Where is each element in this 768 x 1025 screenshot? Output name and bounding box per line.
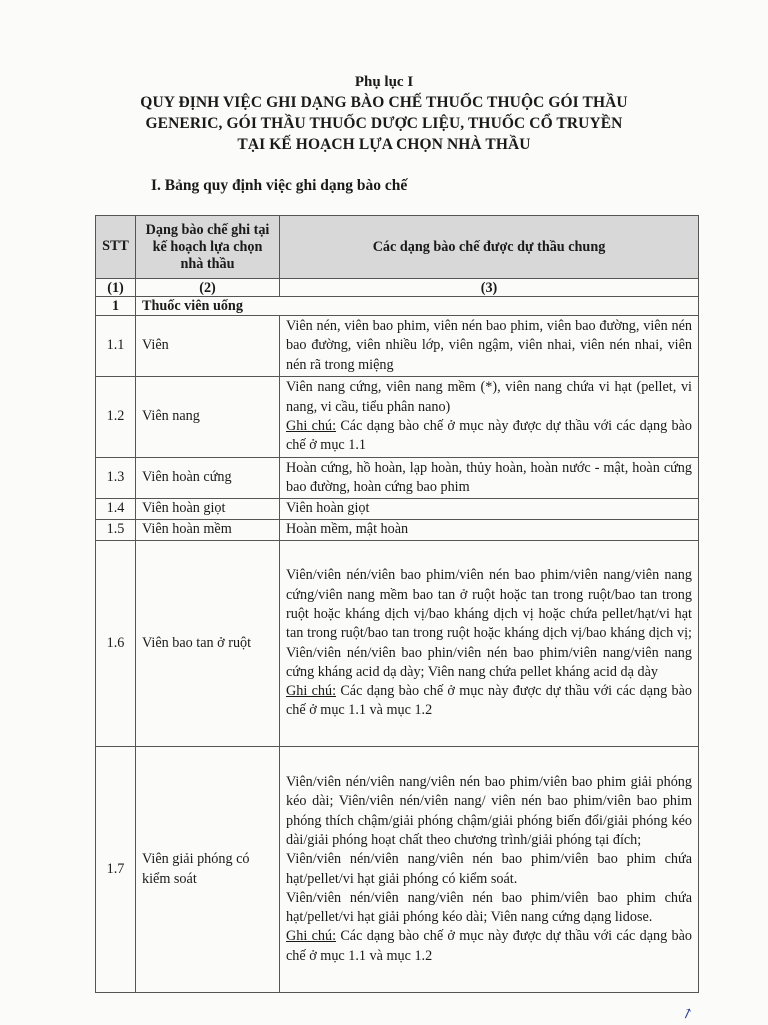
row-note <box>286 682 692 721</box>
row-forms: Viên nén, viên bao phim, viên nén bao phim, viên bao đường, viên nén bao đường, viên nhiều lớp, viên ngậm, viên nhai, viên nén nhai, viên nén rã trong miệng <box>280 316 699 377</box>
row-stt: 1.2 <box>96 377 136 458</box>
note-text: Các dạng bào chế ở mục này được dự thầu với các dạng bào chế ở mục 1.1 <box>286 418 692 454</box>
row-stt: 1.6 <box>96 541 136 747</box>
row-forms <box>280 377 699 458</box>
section-heading: I. Bảng quy định việc ghi dạng bào chế <box>151 177 408 194</box>
row-form-name: Viên hoàn mềm <box>136 520 280 541</box>
group-stt: 1 <box>96 297 136 316</box>
row-form-name: Viên nang <box>136 377 280 458</box>
row-forms <box>280 747 699 993</box>
row-forms-text: Viên/viên nén/viên bao phim/viên nén bao phim/viên nang/viên nang cứng/viên nang mềm bao tan ở ruột hoặc tan trong ruột/bao tan trong ruột hoặc kháng dịch vị/bao kháng dịch vị hoặc chứa pellet/hạt/vi hạt tan trong ruột/bao tan trong ruột hoặc kháng dịch vị/bao kháng dịch vị; Viên/viên nén/viên bao phin/viên nén bao phim/viên nang/viên nang cứng kháng acid dạ dày; Viên nang chứa pellet kháng acid dạ dày <box>286 567 692 680</box>
row-note <box>286 927 692 966</box>
table-header-row <box>96 216 699 279</box>
note-label: Ghi chú: <box>286 928 337 945</box>
row-stt: 1.7 <box>96 747 136 993</box>
column-number-row <box>96 279 699 297</box>
title-line-1: QUY ĐỊNH VIỆC GHI DẠNG BÀO CHẾ THUỐC THUỘC GÓI THẦU <box>140 94 628 111</box>
row-stt: 1.4 <box>96 499 136 520</box>
group-name: Thuốc viên uống <box>136 297 699 316</box>
row-forms-text: Viên nang cứng, viên nang mềm (*), viên nang chứa vi hạt (pellet, vi nang, vi cầu, tiểu phân nano) <box>286 379 692 415</box>
table-row <box>96 541 699 747</box>
table-row <box>96 316 699 377</box>
appendix-label: Phụ lục I <box>354 74 414 90</box>
row-form-name: Viên hoàn cứng <box>136 458 280 499</box>
row-forms: Viên hoàn giọt <box>280 499 699 520</box>
row-form-name: Viên <box>136 316 280 377</box>
row-stt: 1.1 <box>96 316 136 377</box>
header-common-forms: Các dạng bào chế được dự thầu chung <box>280 216 699 279</box>
title-line-3: TẠI KẾ HOẠCH LỰA CHỌN NHÀ THẦU <box>237 136 531 153</box>
column-number: (2) <box>136 279 280 297</box>
row-form-name: Viên giải phóng có kiểm soát <box>136 747 280 993</box>
row-stt: 1.5 <box>96 520 136 541</box>
column-number: (1) <box>96 279 136 297</box>
table-row <box>96 747 699 993</box>
row-forms: Hoàn mềm, mật hoàn <box>280 520 699 541</box>
header-stt: STT <box>96 216 136 279</box>
row-forms: Hoàn cứng, hồ hoàn, lạp hoàn, thủy hoàn, hoàn nước - mật, hoàn cứng bao đường, hoàn cứng bao phim <box>280 458 699 499</box>
table-row <box>96 377 699 458</box>
title-line-2: GENERIC, GÓI THẦU THUỐC DƯỢC LIỆU, THUỐC CỔ TRUYỀN <box>145 115 623 132</box>
row-form-name: Viên hoàn giọt <box>136 499 280 520</box>
row-forms <box>280 541 699 747</box>
dosage-form-table <box>95 215 699 993</box>
header-dosage-form: Dạng bào chế ghi tại kế hoạch lựa chọn nhà thầu <box>136 216 280 279</box>
row-stt: 1.3 <box>96 458 136 499</box>
signature-mark: ↗ <box>679 1005 696 1024</box>
row-note <box>286 417 692 456</box>
group-row <box>96 297 699 316</box>
column-number: (3) <box>280 279 699 297</box>
note-label: Ghi chú: <box>286 418 337 434</box>
row-forms-text: Viên/viên nén/viên nang/viên nén bao phim/viên bao phim giải phóng kéo dài; Viên/viên nén/viên nang/ viên nén bao phim/viên bao phim phóng thích chậm/giải phóng chậm/giải phóng biến đổi/giải phóng kéo dài/giải phóng hoạt chất theo chương trình/giải phóng tại đích; <box>286 774 692 848</box>
note-text: Các dạng bào chế ở mục này được dự thầu với các dạng bào chế ở mục 1.1 và mục 1.2 <box>286 683 692 719</box>
table-row <box>96 499 699 520</box>
row-forms-text: Viên/viên nén/viên nang/viên nén bao phim/viên bao phim chứa hạt/pellet/vi hạt giải phóng có kiểm soát. <box>286 851 692 887</box>
note-label: Ghi chú: <box>286 683 337 700</box>
table-row <box>96 458 699 499</box>
row-form-name: Viên bao tan ở ruột <box>136 541 280 747</box>
note-text: Các dạng bào chế ở mục này được dự thầu với các dạng bào chế ở mục 1.1 và mục 1.2 <box>286 928 692 964</box>
table-row <box>96 520 699 541</box>
row-forms-text: Viên/viên nén/viên nang/viên nén bao phim/viên bao phim chứa hạt/pellet/vi hạt giải phóng kéo dài; Viên nang cứng dạng lidose. <box>286 889 692 926</box>
